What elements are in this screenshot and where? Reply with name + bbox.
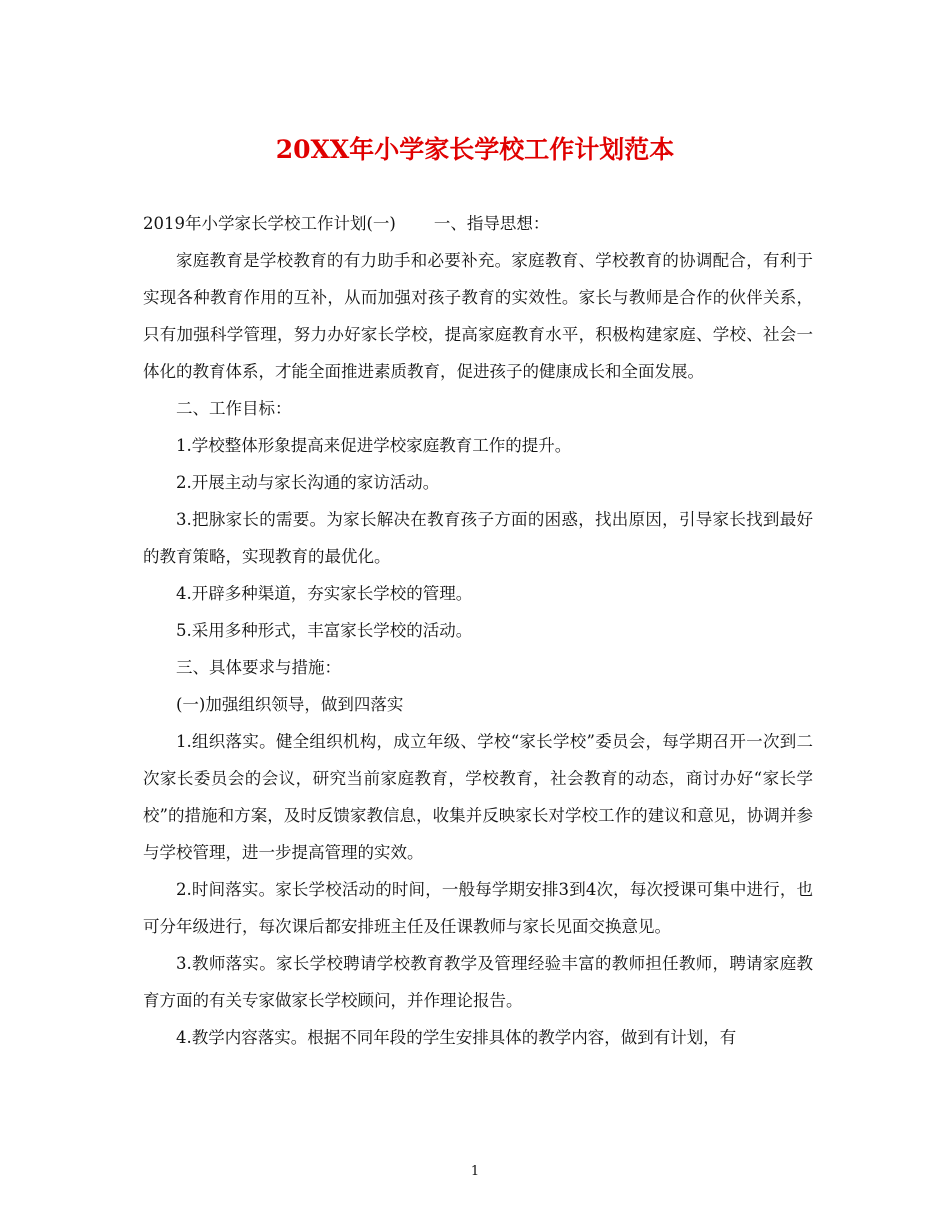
document-title: 20XX年小学家长学校工作计划范本 xyxy=(275,135,675,164)
paragraph: 家庭教育是学校教育的有力助手和必要补充。家庭教育、学校教育的协调配合，有利于实现各种教育作用的互补，从而加强对孩子教育的实效性。家长与教师是合作的伙伴关系，只有加强科学管理，努力办好家长学校，提高家庭教育水平，积极构建家庭、学校、社会一体化的教育体系，才能全面推进素质教育，促进孩子的健康成长和全面发展。 xyxy=(143,251,813,381)
list-item: 3.教师落实。家长学校聘请学校教育教学及管理经验丰富的教师担任教师，聘请家庭教育方面的有关专家做家长学校顾问，并作理论报告。 xyxy=(143,954,813,1010)
subsection-heading: (一)加强组织领导，做到四落实 xyxy=(176,695,404,714)
section-heading-requirements: 三、具体要求与措施： xyxy=(176,658,341,677)
section-heading-work-goals: 二、工作目标： xyxy=(176,399,292,418)
list-item: 3.把脉家长的需要。为家长解决在教育孩子方面的困惑，找出原因，引导家长找到最好的教育策略，实现教育的最优化。 xyxy=(143,510,813,566)
list-item: 2.时间落实。家长学校活动的时间，一般每学期安排3到4次，每次授课可集中进行，也可分年级进行，每次课后都安排班主任及任课教师与家长见面交换意见。 xyxy=(143,880,813,936)
plan-subtitle: 2019年小学家长学校工作计划(一) xyxy=(143,214,396,233)
list-item: 2.开展主动与家长沟通的家访活动。 xyxy=(176,473,440,492)
list-item: 1.学校整体形象提高来促进学校家庭教育工作的提升。 xyxy=(176,436,572,455)
list-item: 5.采用多种形式，丰富家长学校的活动。 xyxy=(176,621,473,640)
document-body xyxy=(143,205,813,1056)
page-number: 1 xyxy=(470,1164,480,1179)
paragraph-heading xyxy=(143,205,813,242)
list-item: 4.开辟多种渠道，夯实家长学校的管理。 xyxy=(176,584,473,603)
list-item: 1.组织落实。健全组织机构，成立年级、学校“家长学校”委员会，每学期召开一次到二次家长委员会的会议，研究当前家庭教育，学校教育，社会教育的动态，商讨办好“家长学校”的措施和方案，及时反馈家教信息，收集并反映家长对学校工作的建议和意见，协调并参与学校管理，进一步提高管理的实效。 xyxy=(143,732,813,862)
section-heading-guiding-ideology: 一、指导思想： xyxy=(433,214,550,233)
list-item: 4.教学内容落实。根据不同年段的学生安排具体的教学内容，做到有计划，有 xyxy=(176,1028,737,1047)
